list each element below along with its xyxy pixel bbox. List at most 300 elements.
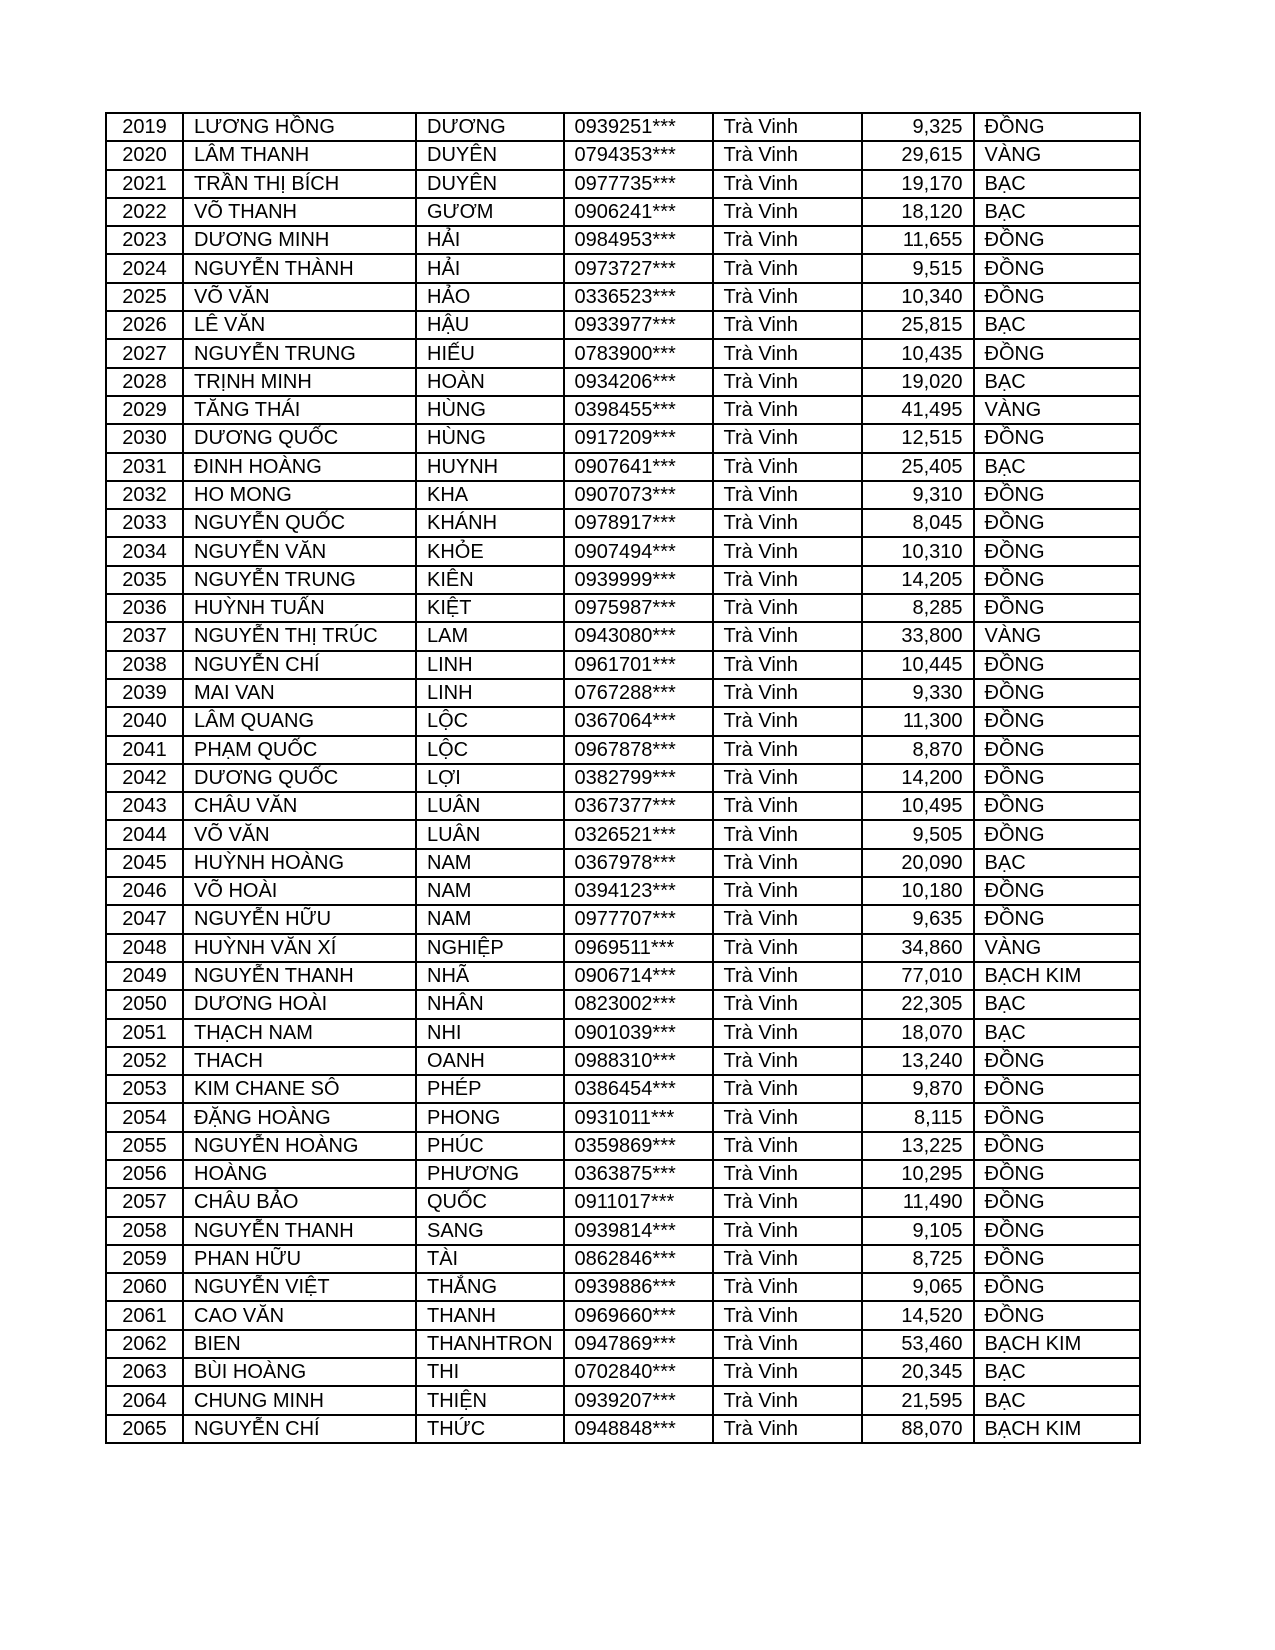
phone-number-cell: 0969511***	[564, 934, 713, 962]
points-cell: 9,635	[862, 905, 974, 933]
phone-number-cell: 0933977***	[564, 311, 713, 339]
province-cell: Trà Vinh	[713, 934, 862, 962]
rank-cell: VÀNG	[974, 396, 1140, 424]
province-cell: Trà Vinh	[713, 1132, 862, 1160]
points-cell: 19,170	[862, 170, 974, 198]
row-number-cell: 2035	[106, 566, 183, 594]
row-number-cell: 2052	[106, 1047, 183, 1075]
last-middle-name-cell: NGUYỄN HOÀNG	[183, 1132, 416, 1160]
rank-cell: ĐỒNG	[974, 1103, 1140, 1131]
rank-cell: ĐỒNG	[974, 736, 1140, 764]
table-row	[106, 1132, 1140, 1160]
row-number-cell: 2026	[106, 311, 183, 339]
table-row	[106, 707, 1140, 735]
points-cell: 9,330	[862, 679, 974, 707]
row-number-cell: 2033	[106, 509, 183, 537]
phone-number-cell: 0367064***	[564, 707, 713, 735]
rank-cell: ĐỒNG	[974, 1245, 1140, 1273]
province-cell: Trà Vinh	[713, 1188, 862, 1216]
rank-cell: ĐỒNG	[974, 566, 1140, 594]
rank-cell: ĐỒNG	[974, 1217, 1140, 1245]
row-number-cell: 2021	[106, 170, 183, 198]
last-middle-name-cell: HOÀNG	[183, 1160, 416, 1188]
rank-cell: VÀNG	[974, 141, 1140, 169]
first-name-cell: LINH	[416, 679, 564, 707]
points-cell: 10,180	[862, 877, 974, 905]
first-name-cell: DƯƠNG	[416, 113, 564, 141]
phone-number-cell: 0394123***	[564, 877, 713, 905]
first-name-cell: KIÊN	[416, 566, 564, 594]
points-cell: 10,310	[862, 537, 974, 565]
province-cell: Trà Vinh	[713, 141, 862, 169]
last-middle-name-cell: VÕ VĂN	[183, 820, 416, 848]
phone-number-cell: 0948848***	[564, 1415, 713, 1443]
points-cell: 77,010	[862, 962, 974, 990]
table-row	[106, 1019, 1140, 1047]
phone-number-cell: 0943080***	[564, 622, 713, 650]
points-cell: 9,325	[862, 113, 974, 141]
rank-cell: BẠC	[974, 990, 1140, 1018]
province-cell: Trà Vinh	[713, 1301, 862, 1329]
row-number-cell: 2038	[106, 651, 183, 679]
phone-number-cell: 0862846***	[564, 1245, 713, 1273]
province-cell: Trà Vinh	[713, 424, 862, 452]
province-cell: Trà Vinh	[713, 679, 862, 707]
rank-cell: ĐỒNG	[974, 283, 1140, 311]
table-row	[106, 226, 1140, 254]
table-row	[106, 311, 1140, 339]
rank-cell: ĐỒNG	[974, 481, 1140, 509]
province-cell: Trà Vinh	[713, 736, 862, 764]
table-row	[106, 962, 1140, 990]
last-middle-name-cell: THẠCH NAM	[183, 1019, 416, 1047]
first-name-cell: QUỐC	[416, 1188, 564, 1216]
first-name-cell: KHỎE	[416, 537, 564, 565]
points-cell: 25,815	[862, 311, 974, 339]
province-cell: Trà Vinh	[713, 1415, 862, 1443]
rank-cell: ĐỒNG	[974, 1301, 1140, 1329]
points-cell: 14,205	[862, 566, 974, 594]
rank-cell: BẠC	[974, 368, 1140, 396]
rank-cell: BẠCH KIM	[974, 1415, 1140, 1443]
table-row	[106, 792, 1140, 820]
phone-number-cell: 0398455***	[564, 396, 713, 424]
last-middle-name-cell: CAO VĂN	[183, 1301, 416, 1329]
phone-number-cell: 0386454***	[564, 1075, 713, 1103]
rank-cell: ĐỒNG	[974, 339, 1140, 367]
points-cell: 18,120	[862, 198, 974, 226]
table-row	[106, 1217, 1140, 1245]
table-row	[106, 170, 1140, 198]
points-cell: 19,020	[862, 368, 974, 396]
row-number-cell: 2064	[106, 1386, 183, 1414]
table-row	[106, 934, 1140, 962]
first-name-cell: KHÁNH	[416, 509, 564, 537]
first-name-cell: THẮNG	[416, 1273, 564, 1301]
last-middle-name-cell: HO MONG	[183, 481, 416, 509]
first-name-cell: THIỆN	[416, 1386, 564, 1414]
rank-cell: ĐỒNG	[974, 424, 1140, 452]
row-number-cell: 2020	[106, 141, 183, 169]
first-name-cell: NHÃ	[416, 962, 564, 990]
first-name-cell: NHI	[416, 1019, 564, 1047]
last-middle-name-cell: ĐẶNG HOÀNG	[183, 1103, 416, 1131]
row-number-cell: 2037	[106, 622, 183, 650]
phone-number-cell: 0961701***	[564, 651, 713, 679]
table-row	[106, 1301, 1140, 1329]
province-cell: Trà Vinh	[713, 707, 862, 735]
rank-cell: ĐỒNG	[974, 1273, 1140, 1301]
province-cell: Trà Vinh	[713, 651, 862, 679]
phone-number-cell: 0939999***	[564, 566, 713, 594]
points-cell: 25,405	[862, 453, 974, 481]
table-row	[106, 113, 1140, 141]
last-middle-name-cell: DƯƠNG QUỐC	[183, 764, 416, 792]
points-cell: 33,800	[862, 622, 974, 650]
table-row	[106, 141, 1140, 169]
first-name-cell: DUYÊN	[416, 170, 564, 198]
last-middle-name-cell: NGUYỄN TRUNG	[183, 339, 416, 367]
phone-number-cell: 0907073***	[564, 481, 713, 509]
last-middle-name-cell: TĂNG THÁI	[183, 396, 416, 424]
province-cell: Trà Vinh	[713, 792, 862, 820]
phone-number-cell: 0336523***	[564, 283, 713, 311]
points-cell: 13,225	[862, 1132, 974, 1160]
last-middle-name-cell: NGUYỄN CHÍ	[183, 651, 416, 679]
rank-cell: VÀNG	[974, 934, 1140, 962]
table-row	[106, 651, 1140, 679]
first-name-cell: LỘC	[416, 707, 564, 735]
points-cell: 10,435	[862, 339, 974, 367]
rank-cell: ĐỒNG	[974, 877, 1140, 905]
points-cell: 88,070	[862, 1415, 974, 1443]
last-middle-name-cell: NGUYỄN VIỆT	[183, 1273, 416, 1301]
phone-number-cell: 0977707***	[564, 905, 713, 933]
phone-number-cell: 0973727***	[564, 254, 713, 282]
table-row	[106, 764, 1140, 792]
points-cell: 9,105	[862, 1217, 974, 1245]
province-cell: Trà Vinh	[713, 962, 862, 990]
province-cell: Trà Vinh	[713, 113, 862, 141]
points-cell: 11,300	[862, 707, 974, 735]
first-name-cell: PHONG	[416, 1103, 564, 1131]
table-row	[106, 566, 1140, 594]
last-middle-name-cell: CHÂU VĂN	[183, 792, 416, 820]
rank-cell: ĐỒNG	[974, 679, 1140, 707]
last-middle-name-cell: TRẦN THỊ BÍCH	[183, 170, 416, 198]
table-row	[106, 254, 1140, 282]
table-row	[106, 1188, 1140, 1216]
last-middle-name-cell: BÙI HOÀNG	[183, 1358, 416, 1386]
row-number-cell: 2031	[106, 453, 183, 481]
province-cell: Trà Vinh	[713, 368, 862, 396]
points-cell: 22,305	[862, 990, 974, 1018]
phone-number-cell: 0363875***	[564, 1160, 713, 1188]
phone-number-cell: 0911017***	[564, 1188, 713, 1216]
points-cell: 21,595	[862, 1386, 974, 1414]
last-middle-name-cell: DƯƠNG MINH	[183, 226, 416, 254]
phone-number-cell: 0906714***	[564, 962, 713, 990]
row-number-cell: 2062	[106, 1330, 183, 1358]
rank-cell: ĐỒNG	[974, 707, 1140, 735]
row-number-cell: 2039	[106, 679, 183, 707]
province-cell: Trà Vinh	[713, 226, 862, 254]
points-cell: 14,200	[862, 764, 974, 792]
first-name-cell: LUÂN	[416, 792, 564, 820]
province-cell: Trà Vinh	[713, 849, 862, 877]
first-name-cell: HIẾU	[416, 339, 564, 367]
last-middle-name-cell: BIEN	[183, 1330, 416, 1358]
rank-cell: ĐỒNG	[974, 1188, 1140, 1216]
points-cell: 9,065	[862, 1273, 974, 1301]
last-middle-name-cell: NGUYỄN THANH	[183, 1217, 416, 1245]
table-row	[106, 1047, 1140, 1075]
phone-number-cell: 0702840***	[564, 1358, 713, 1386]
first-name-cell: THANH	[416, 1301, 564, 1329]
points-cell: 10,495	[862, 792, 974, 820]
phone-number-cell: 0977735***	[564, 170, 713, 198]
last-middle-name-cell: VÕ HOÀI	[183, 877, 416, 905]
points-cell: 11,490	[862, 1188, 974, 1216]
first-name-cell: SANG	[416, 1217, 564, 1245]
points-cell: 29,615	[862, 141, 974, 169]
province-cell: Trà Vinh	[713, 1103, 862, 1131]
province-cell: Trà Vinh	[713, 1075, 862, 1103]
phone-number-cell: 0984953***	[564, 226, 713, 254]
row-number-cell: 2044	[106, 820, 183, 848]
table-row	[106, 1160, 1140, 1188]
province-cell: Trà Vinh	[713, 254, 862, 282]
first-name-cell: KIỆT	[416, 594, 564, 622]
rank-cell: BẠC	[974, 1386, 1140, 1414]
table-row	[106, 1075, 1140, 1103]
table-row	[106, 283, 1140, 311]
last-middle-name-cell: NGUYỄN THỊ TRÚC	[183, 622, 416, 650]
points-cell: 11,655	[862, 226, 974, 254]
province-cell: Trà Vinh	[713, 820, 862, 848]
table-row	[106, 1273, 1140, 1301]
table-row	[106, 1358, 1140, 1386]
rank-cell: ĐỒNG	[974, 1160, 1140, 1188]
rank-cell: BẠC	[974, 311, 1140, 339]
last-middle-name-cell: HUỲNH TUẤN	[183, 594, 416, 622]
phone-number-cell: 0767288***	[564, 679, 713, 707]
table-row	[106, 679, 1140, 707]
last-middle-name-cell: LÊ VĂN	[183, 311, 416, 339]
last-middle-name-cell: NGUYỄN THÀNH	[183, 254, 416, 282]
first-name-cell: OANH	[416, 1047, 564, 1075]
table-row	[106, 1330, 1140, 1358]
row-number-cell: 2050	[106, 990, 183, 1018]
table-row	[106, 1386, 1140, 1414]
last-middle-name-cell: DƯƠNG QUỐC	[183, 424, 416, 452]
row-number-cell: 2047	[106, 905, 183, 933]
last-middle-name-cell: NGUYỄN VĂN	[183, 537, 416, 565]
row-number-cell: 2036	[106, 594, 183, 622]
row-number-cell: 2056	[106, 1160, 183, 1188]
row-number-cell: 2061	[106, 1301, 183, 1329]
province-cell: Trà Vinh	[713, 1358, 862, 1386]
phone-number-cell: 0367978***	[564, 849, 713, 877]
first-name-cell: LỘC	[416, 736, 564, 764]
first-name-cell: GƯƠM	[416, 198, 564, 226]
table-row	[106, 1415, 1140, 1443]
row-number-cell: 2057	[106, 1188, 183, 1216]
points-cell: 14,520	[862, 1301, 974, 1329]
rank-cell: ĐỒNG	[974, 537, 1140, 565]
first-name-cell: NHÂN	[416, 990, 564, 1018]
points-cell: 10,340	[862, 283, 974, 311]
row-number-cell: 2048	[106, 934, 183, 962]
phone-number-cell: 0939251***	[564, 113, 713, 141]
first-name-cell: HUYNH	[416, 453, 564, 481]
rank-cell: BẠC	[974, 1019, 1140, 1047]
province-cell: Trà Vinh	[713, 594, 862, 622]
rank-cell: VÀNG	[974, 622, 1140, 650]
province-cell: Trà Vinh	[713, 877, 862, 905]
phone-number-cell: 0934206***	[564, 368, 713, 396]
rank-cell: BẠC	[974, 849, 1140, 877]
table-row	[106, 396, 1140, 424]
province-cell: Trà Vinh	[713, 198, 862, 226]
table-row	[106, 368, 1140, 396]
row-number-cell: 2019	[106, 113, 183, 141]
rank-cell: ĐỒNG	[974, 594, 1140, 622]
first-name-cell: HẢI	[416, 254, 564, 282]
rank-cell: BẠC	[974, 453, 1140, 481]
points-cell: 13,240	[862, 1047, 974, 1075]
last-middle-name-cell: CHUNG MINH	[183, 1386, 416, 1414]
province-cell: Trà Vinh	[713, 764, 862, 792]
row-number-cell: 2029	[106, 396, 183, 424]
points-cell: 20,090	[862, 849, 974, 877]
row-number-cell: 2058	[106, 1217, 183, 1245]
province-cell: Trà Vinh	[713, 509, 862, 537]
table-row	[106, 736, 1140, 764]
first-name-cell: PHÚC	[416, 1132, 564, 1160]
last-middle-name-cell: LÂM THANH	[183, 141, 416, 169]
row-number-cell: 2028	[106, 368, 183, 396]
rank-cell: ĐỒNG	[974, 509, 1140, 537]
row-number-cell: 2049	[106, 962, 183, 990]
row-number-cell: 2034	[106, 537, 183, 565]
first-name-cell: PHƯƠNG	[416, 1160, 564, 1188]
province-cell: Trà Vinh	[713, 1019, 862, 1047]
points-cell: 41,495	[862, 396, 974, 424]
last-middle-name-cell: DƯƠNG HOÀI	[183, 990, 416, 1018]
row-number-cell: 2054	[106, 1103, 183, 1131]
last-middle-name-cell: LƯƠNG HỒNG	[183, 113, 416, 141]
rank-cell: ĐỒNG	[974, 254, 1140, 282]
rank-cell: ĐỒNG	[974, 651, 1140, 679]
province-cell: Trà Vinh	[713, 283, 862, 311]
row-number-cell: 2042	[106, 764, 183, 792]
points-cell: 8,870	[862, 736, 974, 764]
rank-cell: BẠCH KIM	[974, 1330, 1140, 1358]
table-row	[106, 481, 1140, 509]
first-name-cell: HẬU	[416, 311, 564, 339]
points-cell: 9,515	[862, 254, 974, 282]
first-name-cell: HOÀN	[416, 368, 564, 396]
phone-number-cell: 0939207***	[564, 1386, 713, 1414]
first-name-cell: LAM	[416, 622, 564, 650]
rank-cell: ĐỒNG	[974, 764, 1140, 792]
rank-cell: ĐỒNG	[974, 226, 1140, 254]
points-cell: 18,070	[862, 1019, 974, 1047]
rank-cell: ĐỒNG	[974, 905, 1140, 933]
phone-number-cell: 0975987***	[564, 594, 713, 622]
rank-cell: BẠC	[974, 170, 1140, 198]
province-cell: Trà Vinh	[713, 1047, 862, 1075]
province-cell: Trà Vinh	[713, 1245, 862, 1273]
last-middle-name-cell: NGUYỄN TRUNG	[183, 566, 416, 594]
rank-cell: ĐỒNG	[974, 820, 1140, 848]
province-cell: Trà Vinh	[713, 1217, 862, 1245]
table-row	[106, 622, 1140, 650]
table-row	[106, 339, 1140, 367]
row-number-cell: 2041	[106, 736, 183, 764]
province-cell: Trà Vinh	[713, 1160, 862, 1188]
first-name-cell: HÙNG	[416, 396, 564, 424]
row-number-cell: 2053	[106, 1075, 183, 1103]
province-cell: Trà Vinh	[713, 339, 862, 367]
row-number-cell: 2030	[106, 424, 183, 452]
phone-number-cell: 0901039***	[564, 1019, 713, 1047]
last-middle-name-cell: LÂM QUANG	[183, 707, 416, 735]
phone-number-cell: 0969660***	[564, 1301, 713, 1329]
first-name-cell: TÀI	[416, 1245, 564, 1273]
points-cell: 8,115	[862, 1103, 974, 1131]
row-number-cell: 2022	[106, 198, 183, 226]
last-middle-name-cell: HUỲNH HOÀNG	[183, 849, 416, 877]
table-row	[106, 509, 1140, 537]
first-name-cell: THI	[416, 1358, 564, 1386]
phone-number-cell: 0907494***	[564, 537, 713, 565]
phone-number-cell: 0947869***	[564, 1330, 713, 1358]
points-cell: 8,045	[862, 509, 974, 537]
province-cell: Trà Vinh	[713, 537, 862, 565]
table-row	[106, 453, 1140, 481]
rank-cell: ĐỒNG	[974, 792, 1140, 820]
row-number-cell: 2040	[106, 707, 183, 735]
table-row	[106, 1103, 1140, 1131]
first-name-cell: THANHTRON	[416, 1330, 564, 1358]
first-name-cell: LỢI	[416, 764, 564, 792]
phone-number-cell: 0382799***	[564, 764, 713, 792]
phone-number-cell: 0978917***	[564, 509, 713, 537]
rank-cell: ĐỒNG	[974, 1047, 1140, 1075]
first-name-cell: HẢI	[416, 226, 564, 254]
last-middle-name-cell: NGUYỄN THANH	[183, 962, 416, 990]
row-number-cell: 2025	[106, 283, 183, 311]
points-cell: 8,725	[862, 1245, 974, 1273]
province-cell: Trà Vinh	[713, 170, 862, 198]
row-number-cell: 2055	[106, 1132, 183, 1160]
province-cell: Trà Vinh	[713, 1330, 862, 1358]
rank-cell: ĐỒNG	[974, 113, 1140, 141]
first-name-cell: HẢO	[416, 283, 564, 311]
row-number-cell: 2027	[106, 339, 183, 367]
last-middle-name-cell: VÕ VĂN	[183, 283, 416, 311]
points-cell: 9,870	[862, 1075, 974, 1103]
first-name-cell: PHÉP	[416, 1075, 564, 1103]
last-middle-name-cell: HUỲNH VĂN XÍ	[183, 934, 416, 962]
phone-number-cell: 0794353***	[564, 141, 713, 169]
member-table	[105, 112, 1141, 1444]
row-number-cell: 2063	[106, 1358, 183, 1386]
first-name-cell: LUÂN	[416, 820, 564, 848]
row-number-cell: 2065	[106, 1415, 183, 1443]
